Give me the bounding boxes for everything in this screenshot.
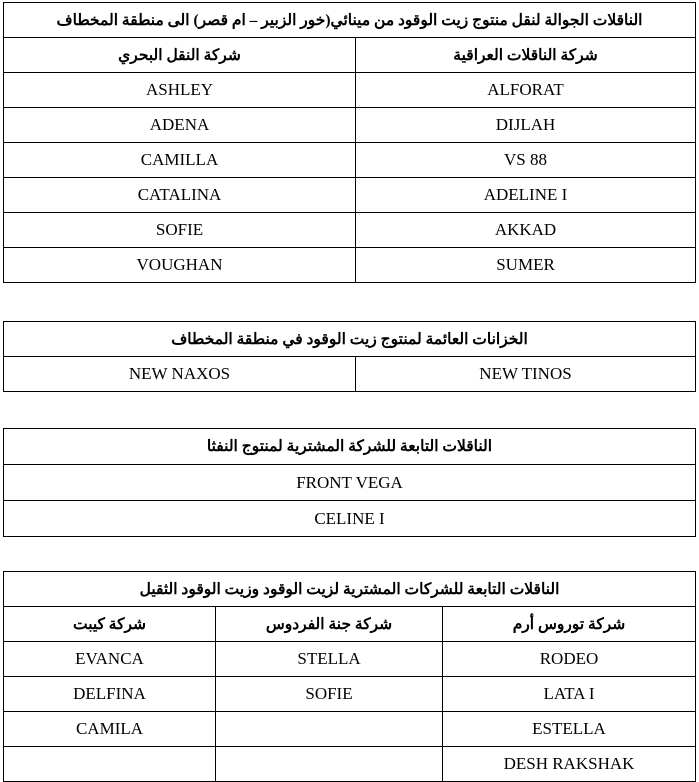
table-cell: DELFINA: [4, 677, 216, 712]
table-cell: RODEO: [443, 642, 696, 677]
table-cell: DESH RAKSHAK: [443, 747, 696, 782]
table-row: [4, 747, 696, 782]
table-cell: [4, 747, 216, 782]
column-header-maritime-transport-company: شركة النقل البحري: [4, 38, 356, 73]
table-row: [4, 465, 696, 501]
table-row: [4, 178, 696, 213]
table-row: [4, 642, 696, 677]
table-cell: ADELINE I: [356, 178, 696, 213]
table-cell: STELLA: [216, 642, 443, 677]
column-header-taurus-company: شركة توروس أرم: [443, 607, 696, 642]
table-cell: SOFIE: [4, 213, 356, 248]
table-row: [4, 677, 696, 712]
table-cell: AKKAD: [356, 213, 696, 248]
table-cell: NEW NAXOS: [4, 357, 356, 392]
table-cell: DIJLAH: [356, 108, 696, 143]
table-title: الناقلات التابعة للشركات المشترية لزيت الوقود وزيت الوقود الثقيل: [4, 572, 696, 607]
table-cell: VS 88: [356, 143, 696, 178]
table-cell: CAMILLA: [4, 143, 356, 178]
table-cell: ASHLEY: [4, 73, 356, 108]
table-row: [4, 108, 696, 143]
table-cell: SUMER: [356, 248, 696, 283]
table-row: [4, 357, 696, 392]
table-title: الناقلات الجوالة لنقل منتوج زيت الوقود من مينائي(خور الزبير – ام قصر) الى منطقة المخطاف: [4, 3, 696, 38]
naphtha-buyer-tankers-table: [3, 428, 696, 537]
table-cell: CAMILA: [4, 712, 216, 747]
roaming-tankers-table: [3, 2, 696, 283]
table-row: [4, 712, 696, 747]
table-cell: SOFIE: [216, 677, 443, 712]
table-title-row: [4, 572, 696, 607]
table-cell: NEW TINOS: [356, 357, 696, 392]
column-header-jannat-alfirdaws-company: شركة جنة الفردوس: [216, 607, 443, 642]
table-cell: FRONT VEGA: [4, 465, 696, 501]
table-title-row: [4, 322, 696, 357]
table-row: [4, 248, 696, 283]
table-title: الناقلات التابعة للشركة المشترية لمنتوج النفثا: [4, 429, 696, 465]
table-cell: ALFORAT: [356, 73, 696, 108]
column-header-row: [4, 607, 696, 642]
column-header-iraqi-tankers-company: شركة الناقلات العراقية: [356, 38, 696, 73]
table-row: [4, 143, 696, 178]
table-cell: LATA I: [443, 677, 696, 712]
table-cell: ADENA: [4, 108, 356, 143]
table-cell: CELINE I: [4, 501, 696, 537]
table-title-row: [4, 3, 696, 38]
table-row: [4, 73, 696, 108]
table-cell: ESTELLA: [443, 712, 696, 747]
fuel-oil-buyer-tankers-table: [3, 571, 696, 782]
table-cell: [216, 747, 443, 782]
table-cell: VOUGHAN: [4, 248, 356, 283]
table-row: [4, 213, 696, 248]
floating-storage-table: [3, 321, 696, 392]
table-cell: CATALINA: [4, 178, 356, 213]
table-row: [4, 501, 696, 537]
column-header-row: [4, 38, 696, 73]
table-cell: EVANCA: [4, 642, 216, 677]
table-title-row: [4, 429, 696, 465]
column-header-kybt-company: شركة كيبت: [4, 607, 216, 642]
table-title: الخزانات العائمة لمنتوج زيت الوقود في منطقة المخطاف: [4, 322, 696, 357]
table-cell: [216, 712, 443, 747]
